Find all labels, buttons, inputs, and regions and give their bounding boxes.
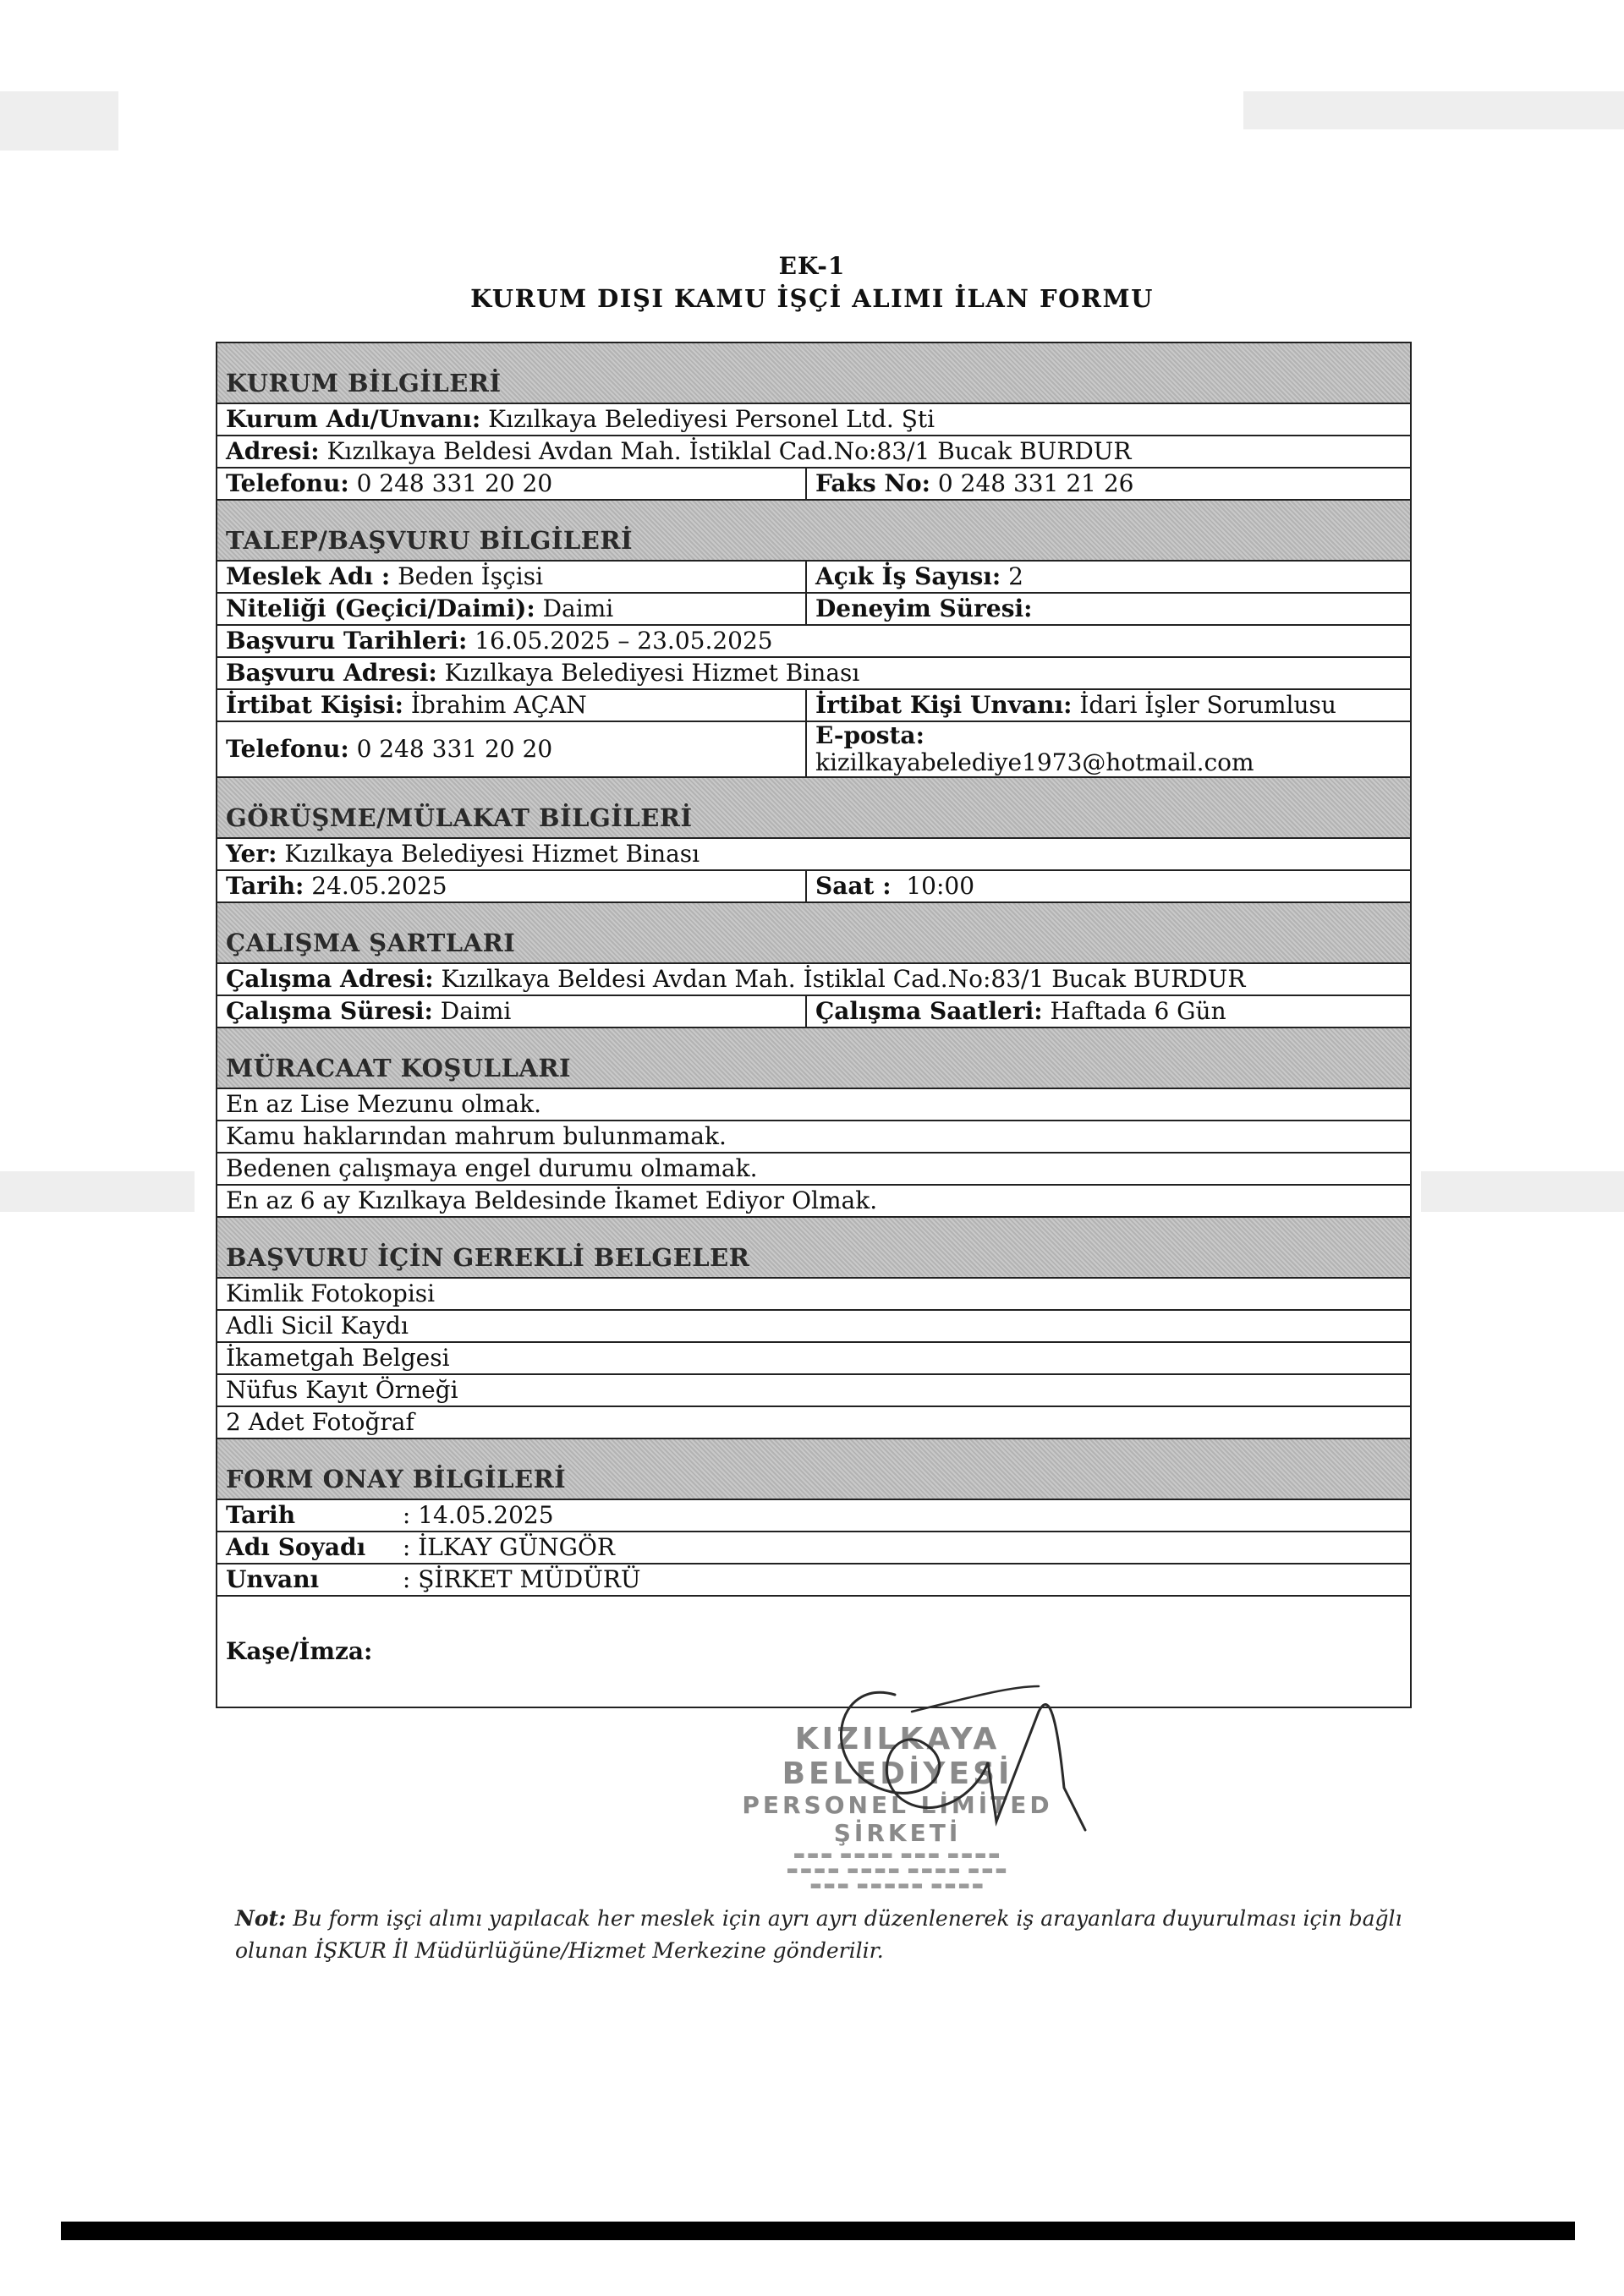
institution-address-value: Kızılkaya Beldesi Avdan Mah. İstiklal Cad.No:83/1 Bucak BURDUR — [326, 436, 1132, 465]
document-code: EK-1 — [778, 252, 846, 280]
job-name-label: Meslek Adı : — [226, 562, 391, 590]
interview-place-value: Kızılkaya Belediyesi Hizmet Binası — [284, 840, 700, 869]
scan-noise-mid-right — [1421, 1171, 1624, 1212]
experience-cell — [806, 593, 1411, 625]
stamp-line-2: PERSONEL LİMİTED ŞİRKETİ — [742, 1791, 1053, 1847]
application-dates-row — [217, 625, 1411, 657]
institution-address-label: Adresi: — [226, 436, 320, 465]
document-item: İkametgah Belgesi — [217, 1342, 1411, 1374]
stamp-small-print: ▬▬▬ ▬▬▬▬ ▬▬▬ ▬▬▬▬ ▬▬▬▬ ▬▬▬▬ ▬▬▬▬ ▬▬▬ ▬▬▬ ▬▬▬▬▬ ▬▬▬▬ — [786, 1847, 1009, 1893]
footnote-text: Bu form işçi alımı yapılacak her meslek için ayrı ayrı düzenlenerek iş arayanlara duyurulması için bağlı olunan İŞKUR İl Müdürlüğüne/Hizmet Merkezine gönderilir. — [235, 1906, 1402, 1963]
approver-name-row — [217, 1532, 1411, 1564]
document-item: Kimlik Fotokopisi — [217, 1278, 1411, 1310]
interview-time-label: Saat : — [815, 872, 892, 901]
scan-noise-top-left — [0, 91, 118, 151]
section-belgeler: BAŞVURU İÇİN GEREKLİ BELGELER — [217, 1217, 1411, 1278]
interview-date-label: Tarih: — [226, 872, 304, 901]
application-dates-label: Başvuru Tarihleri: — [226, 626, 468, 655]
institution-fax-value: 0 248 331 21 26 — [937, 469, 1134, 497]
institution-name-row — [217, 403, 1411, 436]
job-name-value: Beden İşçisi — [398, 562, 544, 590]
work-address-value: Kızılkaya Beldesi Avdan Mah. İstiklal Cad.No:83/1 Bucak BURDUR — [441, 965, 1246, 994]
institution-phone-value: 0 248 331 20 20 — [356, 469, 553, 497]
work-address-row — [217, 963, 1411, 995]
approval-date-row — [217, 1499, 1411, 1532]
interview-place-row — [217, 838, 1411, 870]
contact-title-cell — [806, 689, 1411, 721]
approver-title-value: : ŞİRKET MÜDÜRÜ — [402, 1565, 641, 1594]
section-muracaat: MÜRACAAT KOŞULLARI — [217, 1027, 1411, 1088]
job-name-cell — [217, 561, 806, 593]
contact-person-cell — [217, 689, 806, 721]
contact-person-value: İbrahim AÇAN — [410, 690, 587, 719]
section-gorusme: GÖRÜŞME/MÜLAKAT BİLGİLERİ — [217, 777, 1411, 838]
application-dates-value: 16.05.2025 – 23.05.2025 — [475, 626, 773, 655]
section-calisma: ÇALIŞMA ŞARTLARI — [217, 902, 1411, 963]
approver-name-value: : İLKAY GÜNGÖR — [402, 1533, 616, 1562]
open-positions-cell — [806, 561, 1411, 593]
footnote-prefix: Not: — [235, 1906, 287, 1931]
document-item: Nüfus Kayıt Örneği — [217, 1374, 1411, 1406]
contact-email-value: kizilkayabelediye1973@hotmail.com — [815, 748, 1254, 777]
work-duration-cell — [217, 995, 806, 1027]
institution-name-value: Kızılkaya Belediyesi Personel Ltd. Şti — [488, 404, 935, 433]
scan-edge-bar — [61, 2222, 1575, 2240]
work-hours-label: Çalışma Saatleri: — [815, 997, 1043, 1026]
interview-date-value: 24.05.2025 — [311, 872, 447, 901]
job-nature-label: Niteliği (Geçici/Daimi): — [226, 594, 535, 622]
contact-person-label: İrtibat Kişisi: — [226, 690, 403, 719]
approver-name-label: Adı Soyadı — [226, 1533, 366, 1562]
work-duration-label: Çalışma Süresi: — [226, 997, 433, 1026]
contact-email-cell — [806, 721, 1411, 777]
work-hours-value: Haftada 6 Gün — [1050, 997, 1226, 1026]
institution-address-row — [217, 436, 1411, 468]
open-positions-value: 2 — [1008, 562, 1023, 590]
approval-date-value: : 14.05.2025 — [402, 1501, 554, 1530]
contact-title-value: İdari İşler Sorumlusu — [1079, 690, 1336, 719]
section-kurum: KURUM BİLGİLERİ — [217, 342, 1411, 403]
section-onay: FORM ONAY BİLGİLERİ — [217, 1438, 1411, 1499]
document-title: KURUM DIŞI KAMU İŞÇİ ALIMI İLAN FORMU — [470, 284, 1154, 313]
approval-date-label: Tarih — [226, 1501, 296, 1530]
scan-noise-top-right — [1243, 91, 1624, 129]
institution-name-label: Kurum Adı/Unvanı: — [226, 404, 481, 433]
stamp-line-1: KIZILKAYA BELEDİYESİ — [782, 1722, 1013, 1791]
interview-time-value: 10:00 — [906, 872, 975, 901]
job-nature-value: Daimi — [542, 594, 614, 622]
contact-phone-label: Telefonu: — [226, 735, 349, 764]
requirement-item: En az 6 ay Kızılkaya Beldesinde İkamet Ediyor Olmak. — [217, 1185, 1411, 1217]
approver-title-label: Unvanı — [226, 1565, 320, 1594]
work-duration-value: Daimi — [440, 997, 512, 1026]
interview-place-label: Yer: — [226, 840, 277, 869]
footnote — [235, 1903, 1436, 1967]
institution-fax-label: Faks No: — [815, 469, 931, 497]
institution-phone-label: Telefonu: — [226, 469, 349, 497]
section-talep: TALEP/BAŞVURU BİLGİLERİ — [217, 500, 1411, 561]
contact-title-label: İrtibat Kişi Unvanı: — [815, 690, 1073, 719]
contact-email-label: E-posta: — [815, 721, 924, 749]
job-nature-cell — [217, 593, 806, 625]
interview-date-cell — [217, 870, 806, 902]
work-hours-cell — [806, 995, 1411, 1027]
handwritten-signature — [785, 1661, 1089, 1847]
document-item: Adli Sicil Kaydı — [217, 1310, 1411, 1342]
requirement-item: Bedenen çalışmaya engel durumu olmamak. — [217, 1153, 1411, 1185]
open-positions-label: Açık İş Sayısı: — [815, 562, 1001, 590]
requirement-item: Kamu haklarından mahrum bulunmamak. — [217, 1121, 1411, 1153]
requirement-item: En az Lise Mezunu olmak. — [217, 1088, 1411, 1121]
interview-time-cell — [806, 870, 1411, 902]
document-item: 2 Adet Fotoğraf — [217, 1406, 1411, 1438]
contact-phone-cell — [217, 721, 806, 777]
institution-phone-cell — [217, 468, 806, 500]
application-address-row — [217, 657, 1411, 689]
application-address-label: Başvuru Adresi: — [226, 658, 437, 687]
announcement-form — [216, 342, 1412, 1708]
experience-label: Deneyim Süresi: — [815, 594, 1033, 622]
signature-label: Kaşe/İmza: — [226, 1637, 373, 1666]
work-address-label: Çalışma Adresi: — [226, 965, 434, 994]
institution-fax-cell — [806, 468, 1411, 500]
application-address-value: Kızılkaya Belediyesi Hizmet Binası — [444, 658, 860, 687]
contact-phone-value: 0 248 331 20 20 — [356, 735, 553, 764]
scan-noise-mid-left — [0, 1171, 195, 1212]
approver-title-row — [217, 1564, 1411, 1596]
